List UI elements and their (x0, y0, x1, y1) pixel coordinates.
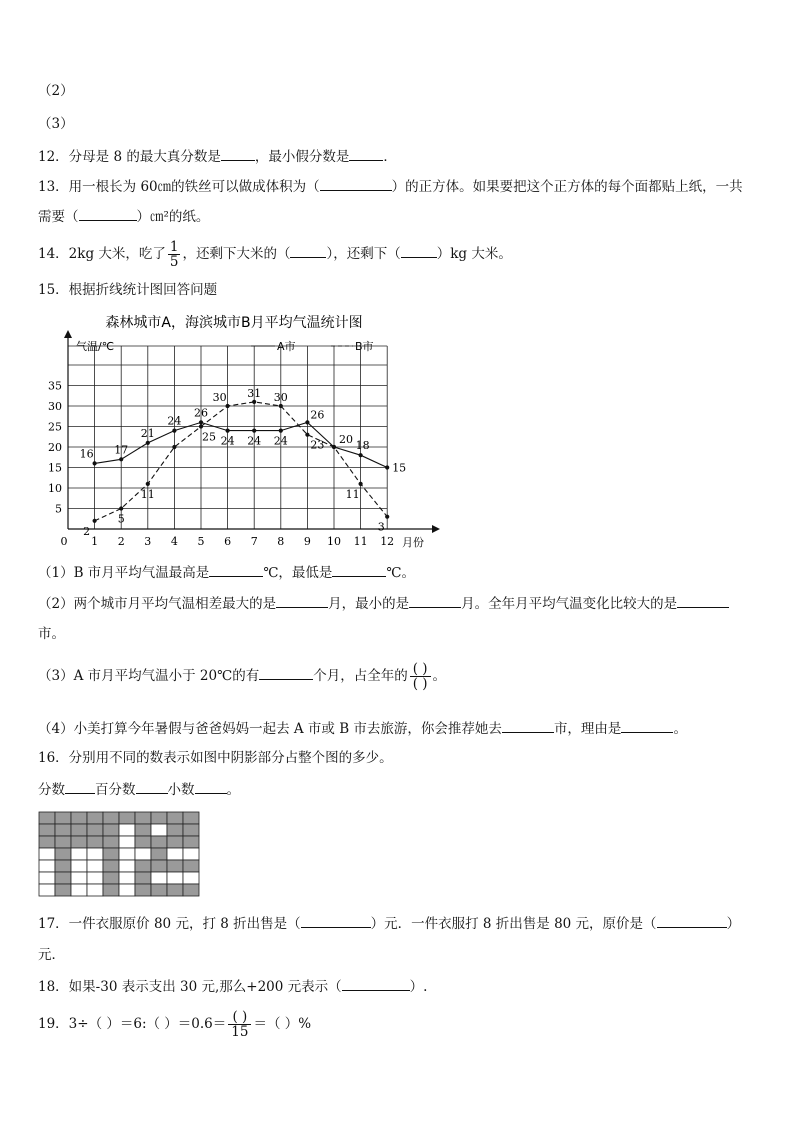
grid-cell-shaded (183, 860, 199, 872)
data-label: 26 (310, 408, 325, 422)
grid-cell-shaded (103, 824, 119, 836)
grid-cell-shaded (87, 824, 103, 836)
data-point (199, 424, 203, 428)
q12-text-c: ． (383, 149, 397, 165)
q18-text-b: ）. (409, 979, 428, 995)
data-label: 5 (117, 512, 125, 526)
line-chart (44, 306, 444, 552)
data-point (119, 506, 123, 510)
x-tick-label: 3 (144, 535, 152, 548)
q14-text-d: ）kg 大米。 (436, 246, 512, 262)
question-19 (38, 1008, 311, 1040)
q15-4-text-b: 市，理由是 (553, 721, 622, 737)
grid-cell-shaded (135, 884, 151, 896)
q15-1-text-c: ℃。 (386, 565, 416, 581)
question-12 (38, 147, 397, 166)
q15-2-text-a: （2）两个城市月平均气温相差最大的是 (38, 596, 277, 612)
grid-cell-shaded (55, 872, 71, 884)
data-point (359, 482, 363, 486)
data-label: 21 (140, 426, 155, 440)
x-tick-label: 9 (303, 535, 311, 548)
q16-text-fraction: 分数 (38, 782, 65, 798)
q12-text-b: ，最小假分数是 (254, 149, 350, 165)
q17-blank-1[interactable] (301, 914, 371, 928)
data-label: 18 (355, 439, 370, 453)
grid-cell (119, 872, 135, 884)
item-2: （2） (38, 83, 74, 99)
q13-blank-1[interactable] (320, 177, 392, 191)
data-label: 2 (83, 524, 91, 538)
question-17-line-1 (38, 914, 740, 933)
x-tick-label: 2 (117, 535, 125, 548)
shaded-grid-figure (38, 811, 200, 899)
grid-cell-shaded (135, 836, 151, 848)
grid-cell (39, 860, 55, 872)
y-axis-arrow (64, 330, 72, 338)
grid-cell-shaded (167, 824, 183, 836)
x-tick-label: 8 (277, 535, 285, 548)
grid-cell-shaded (167, 836, 183, 848)
grid-cell (135, 848, 151, 860)
data-label: 24 (247, 434, 262, 448)
grid-cell (183, 872, 199, 884)
data-label: 26 (194, 406, 208, 420)
q13-blank-2[interactable] (79, 207, 137, 221)
grid-cell-shaded (135, 872, 151, 884)
grid-cell-shaded (167, 884, 183, 896)
q15-2-text-c: 月。全年月平均气温变化比较大的是 (461, 596, 678, 612)
grid-cell (71, 884, 87, 896)
y-tick-label: 20 (48, 441, 62, 454)
data-point (172, 445, 176, 449)
q15-2-blank-1[interactable] (276, 594, 328, 608)
data-point (172, 429, 176, 433)
question-15-2-line-1 (38, 594, 729, 613)
data-label: 24 (220, 434, 235, 448)
grid-cell-shaded (71, 812, 87, 824)
q19-fraction-num: ( ) (232, 1009, 248, 1025)
q17-text-c: ） (726, 916, 741, 932)
grid-cell-shaded (71, 824, 87, 836)
grid-cell-shaded (183, 812, 199, 824)
q14-fraction-den: 5 (169, 254, 179, 270)
data-label: 11 (140, 487, 155, 501)
grid-cell-shaded (151, 812, 167, 824)
x-tick-label: 1 (91, 535, 99, 548)
q12-blank-2[interactable] (349, 147, 383, 161)
grid-cell (87, 860, 103, 872)
question-15-4 (38, 719, 687, 738)
question-13-line-1 (38, 177, 743, 196)
data-point (252, 429, 256, 433)
q15-3-blank-1[interactable] (259, 666, 313, 680)
grid-cell-shaded (151, 884, 167, 896)
grid-cell-shaded (135, 812, 151, 824)
grid-cell-shaded (151, 836, 167, 848)
chart-ylabel: 气温/℃ (76, 340, 115, 353)
q14-text-b: ，还剩下大米的（ (182, 246, 291, 262)
y-tick-label: 5 (55, 502, 62, 516)
q19-fraction-den: 15 (228, 1024, 251, 1039)
y-tick-labels (48, 380, 62, 516)
q16-blank-2[interactable] (136, 780, 168, 794)
y-tick-label: 25 (48, 420, 62, 434)
data-point (385, 515, 389, 519)
q12-text-a: 12．分母是 8 的最大真分数是 (38, 149, 221, 165)
grid-cell-shaded (55, 836, 71, 848)
y-tick-label: 30 (48, 400, 62, 413)
q15-4-text-c: 。 (673, 721, 687, 737)
q16-blank-1[interactable] (65, 780, 95, 794)
question-15-3 (38, 660, 446, 692)
q16-blank-3[interactable] (195, 780, 227, 794)
q14-blank-2[interactable] (401, 244, 437, 258)
q19-text-a: 19．3÷（ ）＝6:（ ）＝0.6＝ (38, 1016, 227, 1032)
q13-text-b: ）的正方体。如果要把这个正方体的每个面都贴上纸，一共 (391, 179, 743, 195)
q14-fraction (168, 240, 181, 269)
grid-cell-shaded (167, 860, 183, 872)
grid-cell-shaded (119, 812, 135, 824)
data-label: 31 (247, 386, 262, 400)
grid-cell-shaded (103, 836, 119, 848)
question-15-2-line-2: 市。 (38, 626, 65, 642)
q15-1-blank-2[interactable] (332, 563, 386, 577)
q19-fraction[interactable] (228, 1010, 251, 1039)
q17-text-b: ）元．一件衣服打 8 折出售是 80 元，原价是（ (370, 916, 657, 932)
data-label: 30 (212, 391, 227, 404)
x-tick-label: 10 (327, 535, 341, 548)
grid-cell-shaded (55, 824, 71, 836)
data-label: 15 (392, 461, 407, 475)
data-point (146, 441, 150, 445)
data-label: 30 (273, 391, 288, 404)
q16-text-decimal: 小数 (167, 782, 195, 798)
grid-cell (71, 872, 87, 884)
data-label: 20 (339, 433, 353, 446)
grid-cell-shaded (39, 824, 55, 836)
data-point (279, 404, 283, 408)
grid-cell-shaded (183, 884, 199, 896)
grid-cell (87, 848, 103, 860)
question-15: 15．根据折线统计图回答问题 (38, 282, 218, 298)
data-label: 16 (79, 447, 94, 461)
q15-1-text-b: ℃，最低是 (263, 565, 333, 581)
q14-text-a: 14．2kg 大米，吃了 (38, 246, 166, 262)
chart-legend (251, 340, 374, 353)
grid-cell-shaded (71, 836, 87, 848)
grid-cell (151, 824, 167, 836)
grid-cell-shaded (103, 872, 119, 884)
question-14 (38, 238, 512, 270)
grid-cell (119, 824, 135, 836)
q18-text-a: 18．如果-30 表示支出 30 元,那么+200 元表示（ (38, 979, 342, 995)
q15-2-text-b: 月，最小的是 (328, 596, 410, 612)
q15-4-blank-1[interactable] (502, 719, 554, 733)
data-point (305, 433, 309, 437)
question-17-line-2: 元． (38, 947, 65, 963)
data-label: 24 (167, 414, 182, 428)
data-point (119, 457, 123, 461)
x-tick-label: 11 (353, 535, 368, 548)
x-tick-label: 6 (224, 535, 232, 548)
q15-2-blank-3[interactable] (677, 594, 729, 608)
data-label: 24 (273, 434, 288, 448)
q14-blank-1[interactable] (290, 244, 326, 258)
grid-cell-shaded (55, 884, 71, 896)
chart-series (80, 387, 407, 538)
grid-cell (119, 848, 135, 860)
q18-blank-1[interactable] (342, 977, 410, 991)
data-point (93, 519, 97, 523)
q15-3-fraction-num: ( ) (412, 661, 428, 677)
grid-cell (39, 848, 55, 860)
grid-cell (71, 848, 87, 860)
grid-cell (71, 860, 87, 872)
data-label: 25 (202, 430, 216, 444)
q15-4-blank-2[interactable] (621, 719, 673, 733)
q15-3-text-a: （3）A 市月平均气温小于 20℃的有 (38, 668, 260, 684)
question-13-line-2 (38, 207, 209, 226)
question-18 (38, 977, 427, 996)
grid-cell-shaded (103, 860, 119, 872)
grid-cell (39, 872, 55, 884)
q15-3-text-c: 。 (432, 668, 447, 684)
grid-cell (39, 884, 55, 896)
q16-text-end: 。 (226, 782, 240, 798)
item-3: （3） (38, 116, 74, 132)
question-16: 16．分别用不同的数表示如图中阴影部分占整个图的多少。 (38, 750, 393, 766)
chart-xlabel: 月份 (402, 536, 424, 549)
q17-blank-2[interactable] (657, 914, 727, 928)
grid-cell-shaded (39, 812, 55, 824)
grid-cell-shaded (135, 860, 151, 872)
data-point (305, 420, 309, 424)
q15-1-text-a: （1）B 市月平均气温最高是 (38, 565, 210, 581)
grid-cell-shaded (135, 824, 151, 836)
y-tick-label: 10 (48, 482, 62, 495)
grid-cell (167, 848, 183, 860)
grid-cell-shaded (55, 848, 71, 860)
data-point (226, 429, 230, 433)
data-label: 23 (310, 438, 325, 452)
q15-1-blank-1[interactable] (209, 563, 263, 577)
grid-cell (119, 884, 135, 896)
q15-2-blank-2[interactable] (409, 594, 461, 608)
question-16-answers (38, 780, 240, 799)
data-point (93, 461, 97, 465)
data-point (199, 420, 203, 424)
q13-text-d: ）㎝²的纸。 (136, 209, 210, 225)
q16-text-percent: 百分数 (95, 782, 136, 798)
grid-cell-shaded (55, 812, 71, 824)
data-point (359, 453, 363, 457)
grid-cell-shaded (87, 836, 103, 848)
grid-cell-shaded (103, 884, 119, 896)
question-15-1 (38, 563, 415, 582)
q17-text-a: 17．一件衣服原价 80 元，打 8 折出售是（ (38, 916, 301, 932)
q19-text-b: ＝（ ）% (253, 1016, 312, 1032)
grid-cell (87, 872, 103, 884)
legend-b: B市 (355, 340, 374, 353)
y-tick-label: 15 (48, 461, 62, 475)
q15-3-fraction[interactable] (410, 662, 431, 691)
data-label: 3 (377, 520, 385, 534)
chart-title: 森林城市A，海滨城市B月平均气温统计图 (105, 315, 363, 331)
x-tick-label: 7 (250, 535, 258, 548)
q15-4-text-a: （4）小美打算今年暑假与爸爸妈妈一起去 A 市或 B 市去旅游，你会推荐她去 (38, 721, 502, 737)
grid-cell (87, 884, 103, 896)
data-label: 17 (114, 443, 129, 457)
data-point (146, 482, 150, 486)
data-point (332, 445, 336, 449)
data-point (226, 404, 230, 408)
q13-text-a: 13．用一根长为 60㎝的铁丝可以做成体积为（ (38, 179, 320, 195)
data-point (279, 429, 283, 433)
chart-axes (64, 330, 440, 533)
x-tick-label: 5 (197, 535, 205, 548)
x-tick-label: 0 (60, 535, 68, 548)
grid-cell-shaded (87, 812, 103, 824)
x-tick-label: 4 (170, 535, 178, 548)
q14-text-c: ），还剩下（ (326, 246, 401, 262)
grid-cell (119, 860, 135, 872)
data-point (385, 465, 389, 469)
grid-cell-shaded (55, 860, 71, 872)
grid-cell-shaded (151, 860, 167, 872)
data-label: 11 (345, 487, 360, 501)
grid-cell-shaded (39, 836, 55, 848)
series-line-b (95, 402, 388, 521)
q12-blank-1[interactable] (221, 147, 255, 161)
q14-fraction-num: 1 (169, 239, 179, 255)
y-tick-label: 35 (48, 379, 62, 393)
q15-3-fraction-den: ( ) (410, 676, 431, 691)
legend-a: A市 (277, 340, 296, 353)
grid-cell-shaded (151, 848, 167, 860)
grid-cell (151, 872, 167, 884)
grid-cell-shaded (103, 812, 119, 824)
grid-cell (183, 848, 199, 860)
grid-cell-shaded (183, 836, 199, 848)
data-point (252, 400, 256, 404)
x-tick-label: 12 (380, 535, 395, 548)
grid-cell (167, 872, 183, 884)
grid-cell-shaded (103, 848, 119, 860)
q13-text-c: 需要（ (38, 209, 79, 225)
grid-cell-shaded (183, 824, 199, 836)
q15-3-text-b: 个月，占全年的 (313, 668, 408, 684)
grid-cell-shaded (167, 812, 183, 824)
x-tick-labels (61, 535, 395, 548)
grid-cell (119, 836, 135, 848)
x-axis-arrow (432, 525, 440, 533)
